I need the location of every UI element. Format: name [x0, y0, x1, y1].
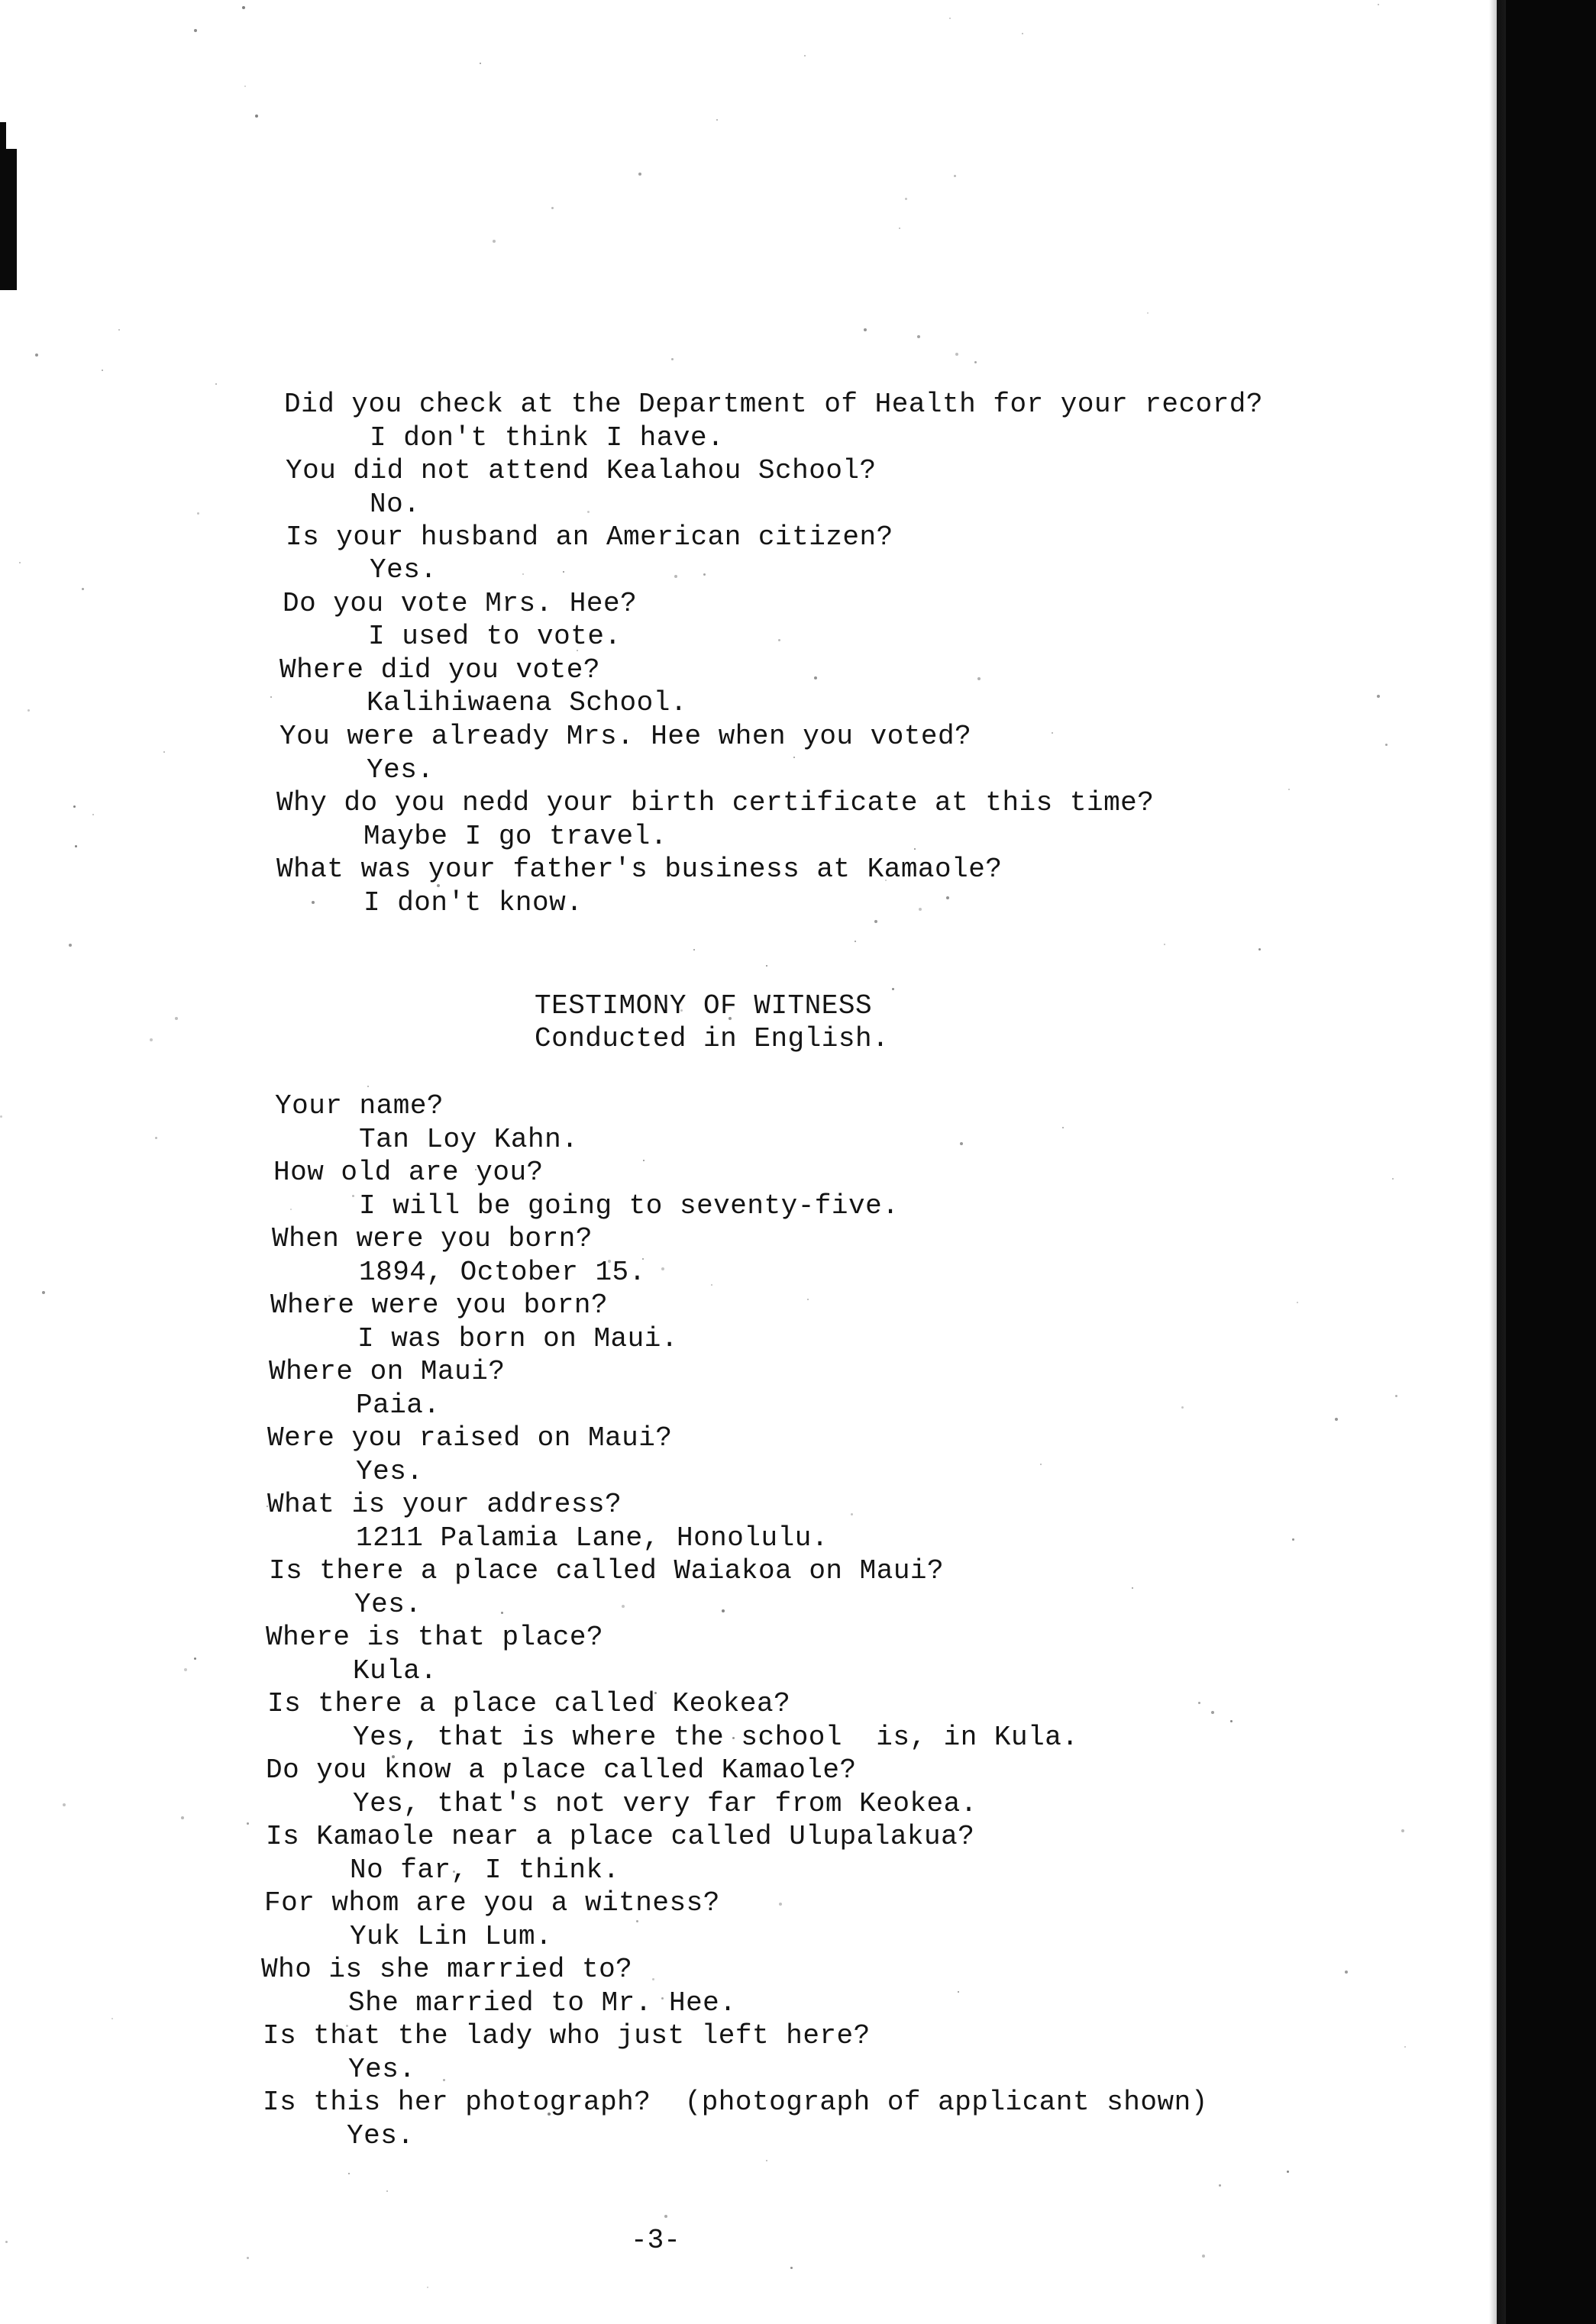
- scan-speck: [652, 1978, 654, 1980]
- scan-speck: [892, 988, 894, 990]
- scan-speck: [69, 944, 72, 947]
- answer-line: Kalihiwaena School.: [367, 687, 687, 718]
- scan-speck: [664, 2215, 667, 2218]
- question-line: For whom are you a witness?: [264, 1887, 720, 1919]
- scan-speck: [914, 848, 916, 850]
- scan-speck: [522, 573, 524, 575]
- scan-speck: [661, 1267, 664, 1270]
- scan-speck: [75, 845, 77, 847]
- scan-speck: [270, 696, 272, 698]
- scan-speck: [181, 1816, 184, 1819]
- scan-speck: [778, 639, 780, 641]
- answer-line: Yes.: [370, 554, 438, 586]
- scan-speck: [1345, 1971, 1348, 1974]
- scan-speck: [1287, 2171, 1289, 2173]
- scan-speck: [919, 908, 922, 911]
- scan-speck: [184, 1668, 187, 1671]
- scan-speck: [1392, 1178, 1394, 1180]
- answer-line: Maybe I go travel.: [363, 821, 667, 852]
- scan-speck: [804, 55, 806, 56]
- scan-speck: [643, 1160, 645, 1161]
- answer-line: I will be going to seventy-five.: [359, 1190, 900, 1222]
- question-line: Where were you born?: [270, 1289, 609, 1321]
- scan-speck: [247, 1822, 249, 1825]
- section-subheading: Conducted in English.: [535, 1023, 890, 1054]
- question-line: Where is that place?: [266, 1622, 604, 1653]
- question-line: How old are you?: [273, 1157, 544, 1188]
- question-line: Is that the lady who just left here?: [263, 2020, 871, 2051]
- scan-speck: [102, 370, 103, 371]
- scan-speck: [111, 2018, 113, 2019]
- question-line: Where on Maui?: [269, 1356, 506, 1387]
- scan-speck: [1062, 1127, 1064, 1128]
- scan-speck: [814, 676, 817, 679]
- scan-speck: [636, 1920, 638, 1922]
- scan-speck: [917, 335, 920, 338]
- scan-speck: [693, 949, 695, 951]
- scan-speck: [247, 2257, 249, 2259]
- scan-speck: [711, 1284, 712, 1286]
- answer-line: Yes.: [354, 1589, 422, 1620]
- scan-speck: [427, 2287, 428, 2288]
- scan-speck: [587, 511, 590, 513]
- scan-speck: [958, 1991, 959, 1993]
- answer-line: I was born on Maui.: [357, 1323, 678, 1354]
- scan-speck: [1211, 1711, 1214, 1714]
- scan-speck: [19, 562, 21, 563]
- scan-speck: [386, 2190, 388, 2192]
- scan-speck: [674, 575, 677, 578]
- scan-speck: [874, 920, 877, 923]
- scan-speck: [1401, 1829, 1404, 1832]
- scan-speck: [1230, 1720, 1233, 1722]
- answer-line: Yes.: [356, 1456, 424, 1487]
- page-number: -3-: [631, 2225, 680, 2256]
- scan-speck: [290, 1209, 292, 1210]
- answer-line: Yes, that is where the school is, in Kula.: [353, 1722, 1079, 1753]
- scan-edge-shadow: [1489, 0, 1506, 2324]
- answer-line: 1211 Palamia Lane, Honolulu.: [356, 1522, 829, 1554]
- scan-speck: [367, 1086, 369, 1087]
- scan-speck: [779, 1903, 782, 1906]
- scan-speck: [563, 571, 564, 573]
- scan-speck: [352, 1195, 354, 1197]
- question-line: Why do you nedd your birth certificate at this time?: [276, 787, 1155, 818]
- scan-speck: [348, 2173, 350, 2174]
- scan-speck: [793, 757, 795, 758]
- question-line: Were you raised on Maui?: [267, 1422, 673, 1454]
- scan-edge-right: [1497, 0, 1596, 2324]
- scan-speck: [1258, 948, 1261, 951]
- question-line: You did not attend Kealahou School?: [286, 455, 877, 486]
- scan-speck: [312, 901, 315, 904]
- answer-line: I don't think I have.: [370, 422, 725, 454]
- scan-speck: [73, 805, 76, 808]
- scan-speck: [82, 588, 84, 590]
- question-line: Is your husband an American citizen?: [286, 521, 893, 553]
- scan-speck: [1288, 789, 1290, 790]
- scan-speck: [1040, 1464, 1042, 1465]
- scan-speck: [5, 2241, 8, 2243]
- scan-speck: [194, 1657, 196, 1660]
- scan-speck: [443, 2079, 445, 2081]
- answer-line: 1894, October 15.: [359, 1257, 646, 1288]
- scan-speck: [671, 358, 674, 360]
- scan-speck: [42, 1291, 45, 1294]
- scan-speck: [954, 175, 956, 177]
- answer-line: No far, I think.: [350, 1854, 620, 1886]
- answer-line: I don't know.: [363, 887, 583, 918]
- question-line: Is Kamaole near a place called Ulupalakua?: [266, 1821, 975, 1852]
- scan-speck: [1404, 2046, 1406, 2048]
- scan-speck: [244, 86, 246, 87]
- scan-speck: [851, 1513, 853, 1515]
- question-line: Is this her photograph? (photograph of applicant shown): [263, 2087, 1208, 2118]
- scan-speck: [716, 119, 718, 121]
- scan-speck: [905, 198, 907, 200]
- scan-speck: [480, 63, 481, 64]
- scan-speck: [1198, 1702, 1200, 1704]
- scan-speck: [0, 1115, 2, 1118]
- answer-line: Yes.: [367, 754, 435, 786]
- scan-speck: [155, 1137, 157, 1139]
- scan-speck: [977, 677, 981, 680]
- scan-speck: [722, 1609, 725, 1612]
- question-line: What is your address?: [267, 1489, 622, 1520]
- scan-speck: [501, 1612, 503, 1614]
- scan-speck: [1022, 33, 1023, 34]
- scan-speck: [1335, 1418, 1338, 1421]
- question-line: What was your father's business at Kamaole?: [276, 854, 1003, 885]
- scan-speck: [864, 328, 867, 331]
- scan-speck: [946, 896, 949, 899]
- scan-speck: [1164, 944, 1165, 945]
- question-line: Your name?: [275, 1090, 444, 1122]
- scan-speck: [1219, 2184, 1221, 2187]
- scan-speck: [194, 29, 197, 32]
- scan-speck: [92, 814, 94, 815]
- scan-speck: [622, 1605, 625, 1608]
- answer-line: I used to vote.: [368, 621, 622, 652]
- scan-speck: [855, 941, 856, 942]
- answer-line: Yes.: [347, 2120, 415, 2151]
- scan-mark-left: [0, 149, 17, 290]
- scan-speck: [766, 2160, 767, 2161]
- scan-speck: [1147, 312, 1149, 314]
- question-line: Did you check at the Department of Health for your record?: [284, 389, 1264, 420]
- answer-line: Kula.: [353, 1655, 438, 1687]
- scan-speck: [1292, 1538, 1294, 1541]
- answer-line: Yuk Lin Lum.: [350, 1921, 553, 1952]
- scan-speck: [955, 353, 958, 356]
- scan-speck: [960, 1142, 963, 1145]
- scan-speck: [1052, 732, 1053, 734]
- question-line: You were already Mrs. Hee when you voted?: [279, 721, 972, 752]
- scan-speck: [118, 329, 120, 331]
- question-line: Do you vote Mrs. Hee?: [283, 588, 638, 619]
- scan-speck: [551, 207, 554, 209]
- question-line: Is there a place called Waiakoa on Maui?: [269, 1555, 945, 1586]
- answer-line: Tan Loy Kahn.: [359, 1124, 579, 1155]
- scan-speck: [150, 1038, 153, 1041]
- scan-speck: [974, 361, 977, 363]
- question-line: When were you born?: [272, 1223, 593, 1254]
- answer-line: Paia.: [356, 1390, 441, 1421]
- section-heading: TESTIMONY OF WITNESS: [535, 990, 873, 1022]
- scan-speck: [766, 965, 767, 967]
- scan-speck: [638, 173, 641, 176]
- scan-speck: [790, 2267, 793, 2269]
- answer-line: Yes.: [348, 2054, 416, 2085]
- scan-speck: [1202, 2255, 1205, 2258]
- scan-speck: [1378, 4, 1379, 5]
- question-line: Do you know a place called Kamaole?: [266, 1754, 857, 1786]
- scan-speck: [1181, 1406, 1184, 1409]
- scan-speck: [35, 353, 38, 357]
- scan-speck: [27, 709, 30, 712]
- answer-line: No.: [370, 489, 421, 520]
- scan-speck: [949, 18, 951, 19]
- question-line: Who is she married to?: [261, 1954, 633, 1985]
- scan-speck: [1385, 744, 1388, 746]
- scan-speck: [175, 1017, 178, 1020]
- scan-speck: [242, 6, 245, 9]
- scan-speck: [1297, 1302, 1298, 1303]
- scan-speck: [163, 751, 165, 753]
- scan-speck: [703, 573, 706, 576]
- scan-speck: [255, 115, 258, 118]
- question-line: Is there a place called Keokea?: [267, 1688, 791, 1719]
- scan-speck: [63, 1803, 66, 1806]
- scan-speck: [215, 383, 217, 385]
- scan-speck: [197, 512, 199, 515]
- scan-speck: [899, 228, 900, 229]
- answer-line: She married to Mr. Hee.: [348, 1987, 737, 2019]
- scan-mark-left-tick: [0, 122, 6, 153]
- question-line: Where did you vote?: [279, 654, 600, 686]
- scan-speck: [1132, 1587, 1133, 1589]
- scan-speck: [1395, 1395, 1397, 1397]
- scan-speck: [807, 1299, 809, 1300]
- scan-speck: [493, 240, 496, 243]
- answer-line: Yes, that's not very far from Keokea.: [353, 1788, 977, 1819]
- scan-speck: [1377, 695, 1380, 698]
